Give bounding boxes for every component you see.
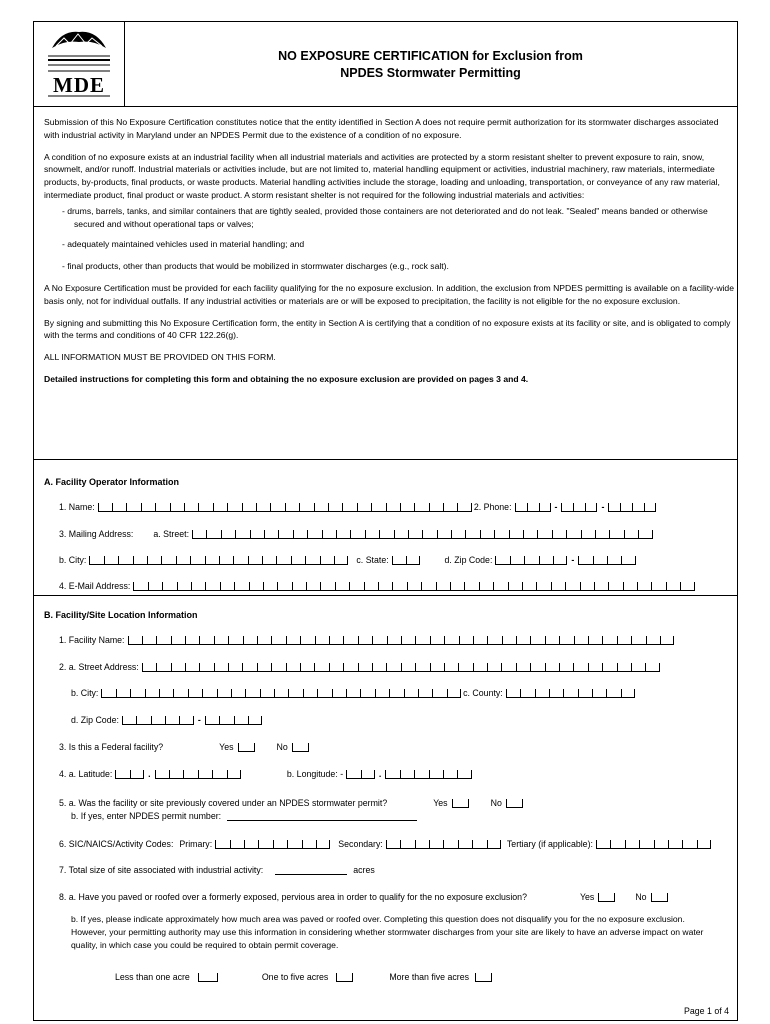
- sic-primary-field[interactable]: [215, 839, 330, 849]
- federal-no-checkbox[interactable]: [292, 742, 309, 752]
- facility-street-row: 2. a. Street Address:: [59, 662, 660, 672]
- form-header: [34, 22, 737, 107]
- operator-zip-field[interactable]: [495, 555, 567, 565]
- phone-line-field[interactable]: [608, 502, 656, 512]
- prev-covered-yes-checkbox[interactable]: [452, 798, 469, 808]
- total-size-row: 7. Total size of site associated with industrial activity: acres: [59, 865, 375, 875]
- prev-covered-row: 5. a. Was the facility or site previously covered under an NPDES stormwater permit? Yes No: [59, 798, 523, 808]
- section-b-title: B. Facility/Site Location Information: [44, 610, 198, 620]
- paved-row: 8. a. Have you paved or roofed over a formerly exposed, pervious area in order to qualify for the no exposure exclusion? Yes No: [59, 892, 668, 902]
- paved-instructions: b. If yes, please indicate approximately how much area was paved or roofed over. Completing this question does not disqualify you for the no exposure exclusion. However, your permitting authority may use this information in considering whether stormwater discharges from your site are likely to have an adverse impact on water quality, in which case you could be required to obtain permit coverage.: [71, 914, 704, 950]
- operator-zip4-field[interactable]: [578, 555, 636, 565]
- paved-no-checkbox[interactable]: [651, 892, 668, 902]
- facility-city-field[interactable]: [101, 688, 461, 698]
- prev-covered-no-checkbox[interactable]: [506, 798, 523, 808]
- facility-zip-row: d. Zip Code: -: [71, 715, 262, 725]
- intro-paragraph: ALL INFORMATION MUST BE PROVIDED ON THIS FORM.: [44, 352, 276, 363]
- operator-name-field[interactable]: [98, 502, 472, 512]
- sic-tertiary-field[interactable]: [596, 839, 711, 849]
- intro-paragraph: A No Exposure Certification must be provided for each facility qualifying for the no exposure exclusion. In addition, the exclusion from NPDES permitting is available on a facility-wide basis only, not for individual outfalls. If any industrial activities or materials are or will be exposed to precipitation, the facility is not eligible for the no exposure exclusion.: [44, 282, 734, 306]
- mde-logo: [34, 22, 125, 106]
- logo-text: MDE: [53, 73, 105, 97]
- lat-long-row: 4. a. Latitude: . b. Longitude: - .: [59, 769, 472, 779]
- more-five-acres-checkbox[interactable]: [475, 972, 492, 982]
- federal-yes-checkbox[interactable]: [238, 742, 255, 752]
- longitude-dec-field[interactable]: [385, 769, 471, 779]
- phone-prefix-field[interactable]: [561, 502, 597, 512]
- list-item: - final products, other than products that would be mobilized in stormwater discharges (e.g., rock salt).: [62, 261, 449, 272]
- facility-zip4-field[interactable]: [205, 715, 263, 725]
- form-frame: [33, 21, 738, 1021]
- less-one-acre-checkbox[interactable]: [198, 972, 218, 982]
- operator-name-row: 1. Name: 2. Phone: - -: [59, 502, 656, 512]
- operator-city-field[interactable]: [89, 555, 348, 565]
- sic-secondary-field[interactable]: [386, 839, 501, 849]
- operator-street-field[interactable]: [192, 529, 653, 539]
- latitude-deg-field[interactable]: [115, 769, 144, 779]
- email-field[interactable]: [133, 581, 694, 591]
- permit-number-field[interactable]: [227, 811, 417, 821]
- list-item: - drums, barrels, tanks, and similar containers that are tightly sealed, provided those containers are not deteriorated and do not leak. "Sealed" means banded or otherwise secured and without operational taps or valves;: [62, 205, 708, 229]
- latitude-dec-field[interactable]: [155, 769, 241, 779]
- mailing-address-row: 3. Mailing Address: a. Street:: [59, 529, 653, 539]
- total-size-field[interactable]: [275, 865, 347, 875]
- section-a-title: A. Facility Operator Information: [44, 477, 180, 487]
- facility-county-field[interactable]: [506, 688, 636, 698]
- email-row: 4. E-Mail Address:: [59, 581, 695, 591]
- one-five-acres-checkbox[interactable]: [336, 972, 353, 982]
- facility-name-row: 1. Facility Name:: [59, 635, 674, 645]
- intro-text: [44, 116, 734, 386]
- permit-number-row: b. If yes, enter NPDES permit number:: [71, 811, 417, 821]
- facility-name-field[interactable]: [128, 635, 675, 645]
- list-item: - adequately maintained vehicles used in material handling; and: [62, 239, 305, 250]
- section-divider: [34, 595, 737, 596]
- facility-street-field[interactable]: [142, 662, 660, 672]
- instructions-note: Detailed instructions for completing this form and obtaining the no exposure exclusion are provided on pages 3 and 4.: [44, 373, 529, 384]
- intro-paragraph: A condition of no exposure exists at an industrial facility when all industrial materials and activities are protected by a storm resistant shelter to prevent exposure to rain, snow, snowmelt, and/or runoff. Industrial materials or activities include, but are not limited to, material handling equipment or activities, industrial machinery, raw materials, intermediate products, by-products, final products, or waste products. Material handling activities include the storage, loading and unloading, transportation, or conveyance of any raw material, intermediate product, final product or waste product. A storm resistant shelter is not required for the following industrial materials and activities:: [44, 151, 720, 200]
- longitude-deg-field[interactable]: [346, 769, 375, 779]
- section-divider: [34, 459, 737, 460]
- sic-codes-row: 6. SIC/NAICS/Activity Codes: Primary: Secondary: Tertiary (if applicable):: [59, 839, 711, 849]
- facility-zip-field[interactable]: [122, 715, 194, 725]
- operator-state-field[interactable]: [392, 555, 421, 565]
- federal-facility-row: 3. Is this a Federal facility? Yes No: [59, 742, 309, 752]
- page-title: NO EXPOSURE CERTIFICATION for Exclusion from NPDES Stormwater Permitting: [278, 49, 583, 80]
- page-number: Page 1 of 4: [684, 1006, 729, 1016]
- facility-city-row: b. City: c. County:: [71, 688, 635, 698]
- phone-area-field[interactable]: [515, 502, 551, 512]
- paved-yes-checkbox[interactable]: [598, 892, 615, 902]
- intro-paragraph: By signing and submitting this No Exposure Certification form, the entity in Section A is certifying that a condition of no exposure exists at its facility or site, and is obligated to comply with the terms and conditions of 40 CFR 122.26(g).: [44, 317, 731, 341]
- paved-area-row: Less than one acre One to five acres More than five acres: [115, 972, 492, 982]
- intro-paragraph: Submission of this No Exposure Certification constitutes notice that the entity identified in Section A does not require permit authorization for its stormwater discharges associated with industrial activity in Maryland under an NPDES Permit due to the existence of a condition of no exposure.: [44, 117, 719, 140]
- operator-city-row: b. City: c. State: d. Zip Code: -: [59, 555, 636, 565]
